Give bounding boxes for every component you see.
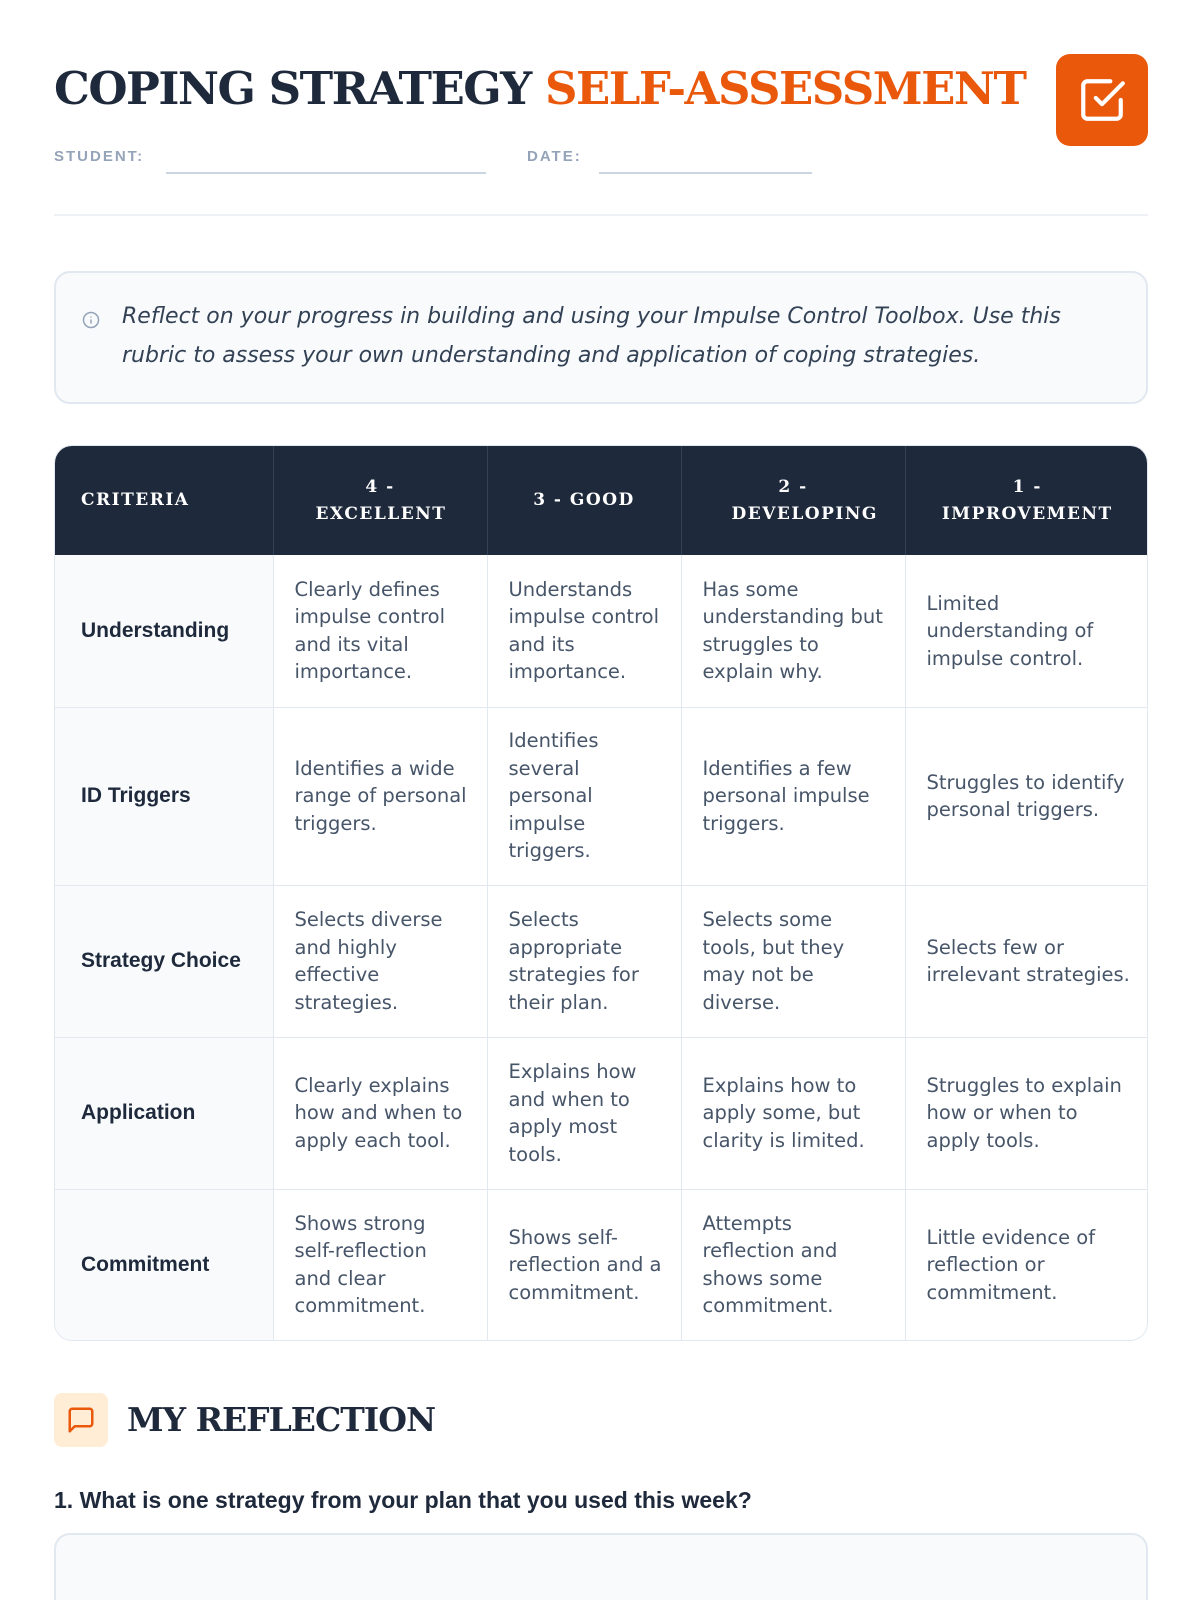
reflection-icon-box: [54, 1393, 108, 1447]
table-row: [55, 1037, 1148, 1189]
rubric-cell: Selects some tools, but they may not be diverse.: [681, 885, 905, 1037]
rubric-table: [54, 445, 1148, 1341]
table-row: [55, 885, 1148, 1037]
question-1: 1. What is one strategy from your plan that you used this week?: [54, 1487, 752, 1513]
header-developing: 2 - DEVELOPING: [681, 446, 905, 555]
criteria-cell: Strategy Choice: [55, 885, 273, 1037]
rubric-cell: Attempts reflection and shows some commitment.: [681, 1189, 905, 1340]
page-title: [54, 58, 1025, 120]
rubric-cell: Explains how and when to apply most tools.: [487, 1037, 681, 1189]
check-square-badge: [1056, 54, 1148, 146]
table-row: [55, 555, 1148, 707]
rubric-cell: Limited understanding of impulse control.: [905, 555, 1148, 707]
rubric-cell: Has some understanding but struggles to explain why.: [681, 555, 905, 707]
table-row: [55, 1189, 1148, 1340]
check-square-icon: [1077, 75, 1127, 125]
header-good: 3 - GOOD: [487, 446, 681, 555]
rubric-cell: Shows strong self-reflection and clear commitment.: [273, 1189, 487, 1340]
rubric-cell: Selects few or irrelevant strategies.: [905, 885, 1148, 1037]
answer-1-field[interactable]: [54, 1533, 1148, 1600]
criteria-cell: Commitment: [55, 1189, 273, 1340]
rubric-cell: Explains how to apply some, but clarity is limited.: [681, 1037, 905, 1189]
student-field[interactable]: [166, 172, 486, 174]
student-label: STUDENT:: [54, 148, 145, 165]
criteria-cell: ID Triggers: [55, 707, 273, 885]
table-header-row: [55, 446, 1148, 555]
rubric-cell: Clearly explains how and when to apply each tool.: [273, 1037, 487, 1189]
reflection-title: MY REFLECTION: [127, 1400, 436, 1439]
rubric-cell: Clearly defines impulse control and its vital importance.: [273, 555, 487, 707]
title-main: COPING STRATEGY: [54, 62, 531, 115]
rubric-cell: Selects appropriate strategies for their plan.: [487, 885, 681, 1037]
rubric-cell: Shows self-reflection and a commitment.: [487, 1189, 681, 1340]
date-label: DATE:: [527, 148, 582, 165]
page-header: [54, 52, 1148, 216]
header-improvement: 1 - IMPROVEMENT: [905, 446, 1148, 555]
criteria-cell: Understanding: [55, 555, 273, 707]
instruction-note: [54, 271, 1148, 404]
rubric-cell: Identifies several personal impulse triggers.: [487, 707, 681, 885]
rubric-cell: Struggles to explain how or when to apply tools.: [905, 1037, 1148, 1189]
header-excellent: 4 - EXCELLENT: [273, 446, 487, 555]
header-criteria: CRITERIA: [55, 446, 273, 555]
rubric-cell: Struggles to identify personal triggers.: [905, 707, 1148, 885]
rubric-cell: Understands impulse control and its importance.: [487, 555, 681, 707]
message-square-icon: [66, 1405, 96, 1435]
title-accent: SELF-ASSESSMENT: [544, 62, 1026, 115]
rubric-cell: Identifies a few personal impulse triggers.: [681, 707, 905, 885]
criteria-cell: Application: [55, 1037, 273, 1189]
rubric-cell: Little evidence of reflection or commitment.: [926, 1225, 1096, 1304]
rubric-cell: Identifies a wide range of personal triggers.: [273, 707, 487, 885]
table-row: [55, 707, 1148, 885]
rubric-cell: Selects diverse and highly effective strategies.: [273, 885, 487, 1037]
date-field[interactable]: [599, 172, 812, 174]
note-text: Reflect on your progress in building and using your Impulse Control Toolbox. Use this rubric to assess your own understanding and application of coping strategies.: [122, 304, 1061, 368]
info-icon: [82, 311, 100, 329]
